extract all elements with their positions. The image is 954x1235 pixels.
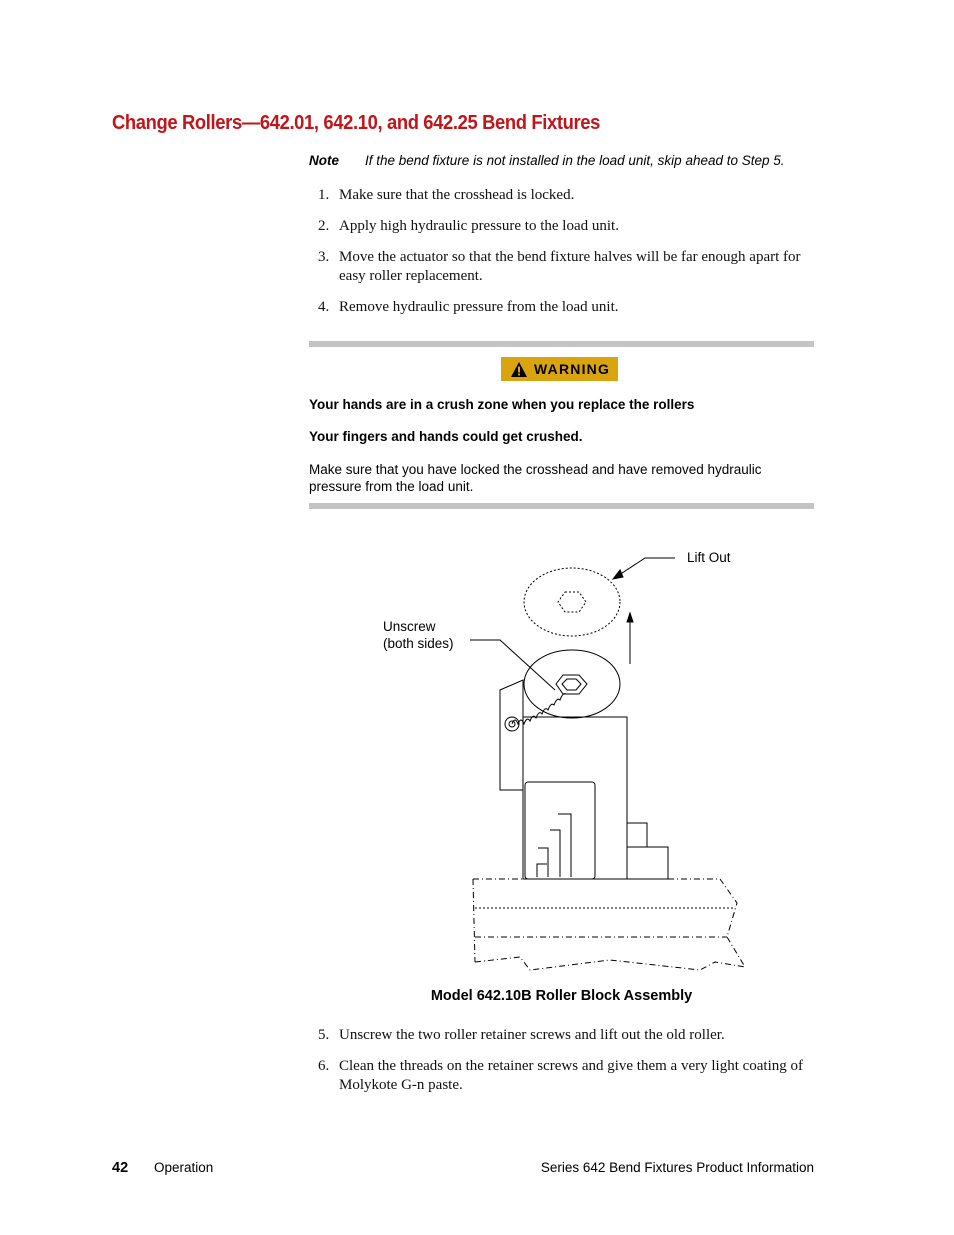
warning-triangle-icon bbox=[510, 361, 528, 378]
note-text: If the bend fixture is not installed in the load unit, skip ahead to Step 5. bbox=[365, 153, 785, 168]
warning-badge-label: WARNING bbox=[534, 361, 611, 377]
unscrew-label: Unscrew bbox=[383, 619, 436, 634]
lifted-roller bbox=[524, 568, 620, 636]
step-item bbox=[318, 217, 818, 236]
section-heading: Change Rollers—642.01, 642.10, and 642.25 Bend Fixtures bbox=[112, 112, 601, 134]
lift-out-leader bbox=[616, 558, 675, 577]
roller-block-diagram bbox=[380, 540, 800, 980]
step-text: Move the actuator so that the bend fixture halves will be far enough apart for easy roller replacement. bbox=[339, 249, 801, 284]
side-plate bbox=[500, 680, 523, 790]
note-label: Note bbox=[309, 153, 339, 168]
step-number: 1. bbox=[318, 187, 330, 203]
step-item bbox=[318, 1026, 818, 1045]
alignment-pin bbox=[537, 864, 547, 877]
roller-block-body bbox=[523, 717, 627, 879]
step-number: 6. bbox=[318, 1058, 330, 1074]
alignment-pin bbox=[550, 830, 560, 877]
warning-top-rule bbox=[309, 341, 814, 347]
step-text: Apply high hydraulic pressure to the load unit. bbox=[339, 218, 619, 234]
alignment-pin bbox=[538, 848, 548, 877]
step-item bbox=[318, 1057, 818, 1095]
right-step-lower bbox=[627, 847, 668, 879]
unscrew-sub-label: (both sides) bbox=[383, 636, 454, 651]
base-left-edge bbox=[473, 879, 475, 962]
step-text: Clean the threads on the retainer screws and give them a very light coating of Molykote G-n paste. bbox=[339, 1058, 804, 1093]
unscrew-leader bbox=[470, 640, 555, 690]
lift-out-arrowhead bbox=[613, 570, 623, 579]
step-item bbox=[318, 298, 818, 317]
step-text: Make sure that the crosshead is locked. bbox=[339, 187, 575, 203]
base-outline bbox=[473, 879, 745, 967]
step-number: 2. bbox=[318, 218, 330, 234]
roller-hub-inner bbox=[562, 679, 581, 690]
step-number: 5. bbox=[318, 1027, 330, 1043]
step-text: Unscrew the two roller retainer screws and lift out the old roller. bbox=[339, 1027, 725, 1043]
footer-section: Operation bbox=[154, 1160, 214, 1175]
lifted-roller-hub bbox=[558, 592, 586, 612]
roller-block-drawing bbox=[380, 540, 800, 980]
lift-direction-arrowhead bbox=[627, 613, 633, 622]
step-number: 3. bbox=[318, 249, 330, 265]
right-step-upper bbox=[627, 823, 647, 847]
roller-hub bbox=[556, 675, 587, 694]
step-item bbox=[318, 248, 818, 286]
figure-caption: Model 642.10B Roller Block Assembly bbox=[430, 988, 693, 1004]
step-number: 4. bbox=[318, 299, 330, 315]
warning-avoidance: Make sure that you have locked the crosshead and have removed hydraulic pressure from the load unit. bbox=[309, 462, 762, 494]
page-number: 42 bbox=[112, 1160, 129, 1176]
step-text: Remove hydraulic pressure from the load unit. bbox=[339, 299, 619, 315]
warning-consequence: Your fingers and hands could get crushed. bbox=[309, 429, 583, 444]
installed-roller bbox=[524, 650, 620, 718]
lift-out-label: Lift Out bbox=[687, 550, 731, 565]
warning-hazard: Your hands are in a crush zone when you replace the rollers bbox=[309, 397, 695, 412]
step-item bbox=[318, 186, 818, 205]
warning-badge bbox=[501, 357, 618, 381]
footer-doc-title: Series 642 Bend Fixtures Product Information bbox=[540, 1160, 814, 1175]
base-break-line bbox=[475, 957, 745, 970]
warning-bottom-rule bbox=[309, 503, 814, 509]
